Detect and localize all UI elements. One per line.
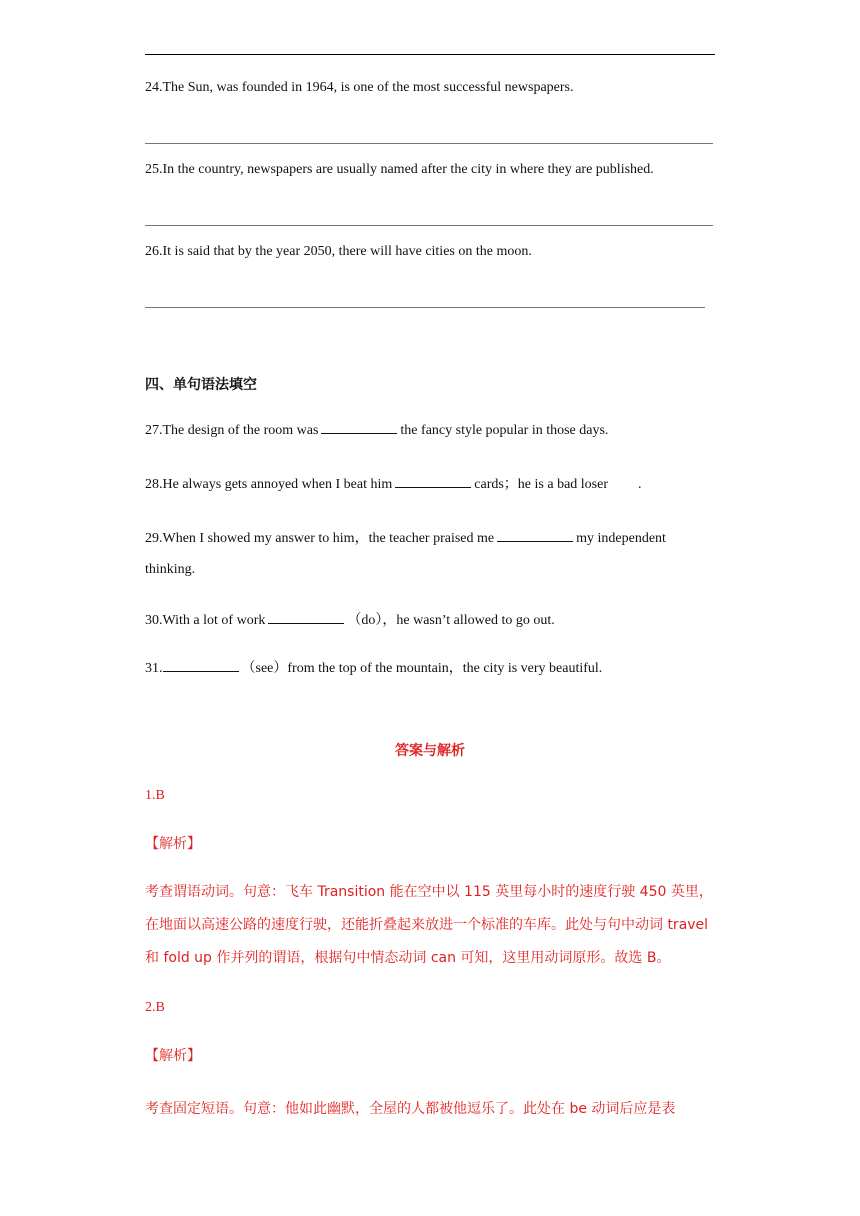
question-27 [145, 419, 608, 441]
blank-27[interactable] [321, 419, 397, 434]
question-28 [145, 473, 642, 495]
answer-1-label: 1.B [145, 788, 165, 803]
question-28-after: cards；he is a bad loser [474, 477, 608, 492]
answer-2-tag: 【解析】 [145, 1048, 201, 1064]
question-31-before: 31. [145, 661, 163, 676]
question-29-after: my independent [576, 531, 666, 546]
question-27-after: the fancy style popular in those days. [400, 423, 609, 438]
question-31 [145, 657, 602, 679]
answer-2-label: 2.B [145, 1000, 165, 1015]
question-26: 26.It is said that by the year 2050, there will have cities on the moon. [145, 244, 532, 259]
question-30-before: 30.With a lot of work [145, 613, 266, 628]
question-25: 25.In the country, newspapers are usually named after the city in where they are published. [145, 162, 654, 177]
question-29 [145, 527, 666, 549]
answer-line-25[interactable] [145, 225, 713, 226]
question-30-after: （do），he wasn’t allowed to go out. [347, 613, 555, 628]
top-rule [145, 54, 715, 55]
answer-line-24[interactable] [145, 143, 713, 144]
section-title: 四、单句语法填空 [145, 377, 257, 393]
blank-29[interactable] [497, 527, 573, 542]
answer-2-explanation: 考查固定短语。句意：他如此幽默，全屋的人都被他逗乐了。此处在 be 动词后应是表 [145, 1101, 676, 1117]
question-24: 24.The Sun, was founded in 1964, is one of the most successful newspapers. [145, 80, 574, 95]
blank-30[interactable] [268, 609, 344, 624]
blank-31[interactable] [163, 657, 239, 672]
answers-title: 答案与解析 [395, 743, 465, 759]
answer-1-explanation: 考查谓语动词。句意：飞车 Transition 能在空中以 115 英里每小时的速度行驶 450 英里，在地面以高速公路的速度行驶，还能折叠起来放进一个标准的车库。此处与句中动词 travel 和 fold up 作并列的谓语，根据句中情态动词 can 可知，这里用动词原形。故选 B。 [145, 884, 713, 966]
question-31-after: （see）from the top of the mountain，the city is very beautiful. [241, 661, 603, 676]
question-27-before: 27.The design of the room was [145, 423, 319, 438]
question-30 [145, 609, 555, 631]
question-28-before: 28.He always gets annoyed when I beat him [145, 477, 393, 492]
question-28-end: . [638, 477, 642, 492]
question-29-continued: thinking. [145, 562, 196, 577]
answer-line-26[interactable] [145, 307, 705, 308]
question-29-before: 29.When I showed my answer to him，the teacher praised me [145, 531, 495, 546]
answer-1-tag: 【解析】 [145, 836, 201, 852]
blank-28[interactable] [395, 473, 471, 488]
